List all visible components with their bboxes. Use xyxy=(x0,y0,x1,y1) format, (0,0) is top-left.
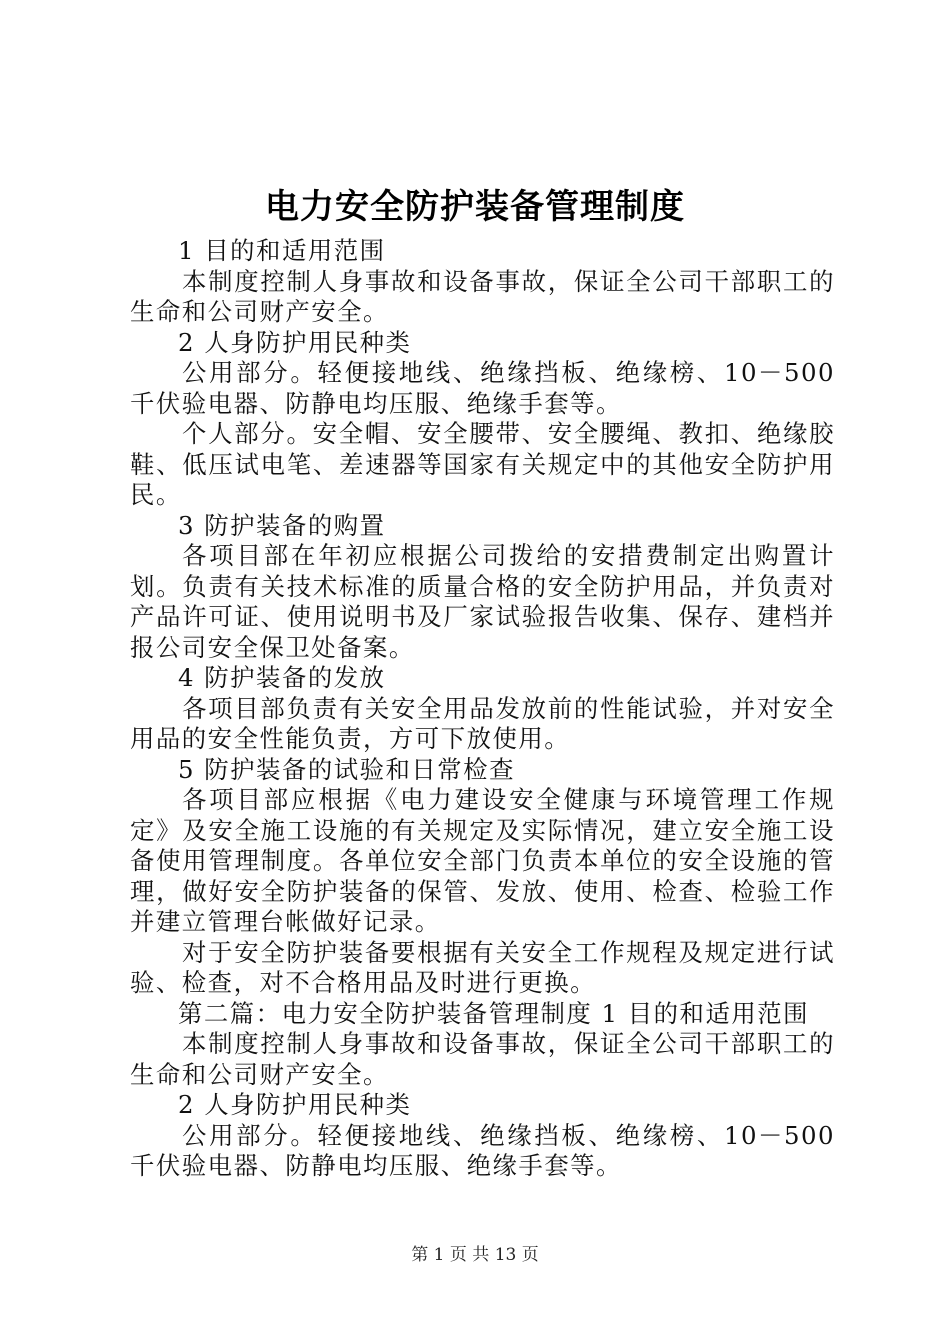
section-heading: 2 人身防护用民种类 xyxy=(178,1090,412,1119)
body-paragraph: 对于安全防护装备要根据有关安全工作规程及规定进行试验、检查，对不合格用品及时进行更换。 xyxy=(130,937,835,997)
body-paragraph: 本制度控制人身事故和设备事故，保证全公司干部职工的生命和公司财产安全。 xyxy=(130,266,835,326)
body-paragraph: 各项目部在年初应根据公司拨给的安措费制定出购置计划。负责有关技术标准的质量合格的安全防护用品，并负责对产品许可证、使用说明书及厂家试验报告收集、保存、建档并报公司安全保卫处备案。 xyxy=(130,541,835,662)
section-heading: 5 防护装备的试验和日常检查 xyxy=(178,754,515,784)
section-heading: 3 防护装备的购置 xyxy=(178,510,386,540)
section-heading: 第二篇：电力安全防护装备管理制度 1 目的和适用范围 xyxy=(178,998,810,1028)
page-footer: 第 1 页 共 13 页 xyxy=(411,1245,539,1265)
document-title: 电力安全防护装备管理制度 xyxy=(265,187,685,227)
document-body xyxy=(130,236,835,1182)
body-paragraph: 各项目部应根据《电力建设安全健康与环境管理工作规定》及安全施工设施的有关规定及实际情况，建立安全施工设备使用管理制度。各单位安全部门负责本单位的安全设施的管理，做好安全防护装备的保管、发放、使用、检查、检验工作并建立管理台帐做好记录。 xyxy=(130,785,835,936)
body-paragraph: 公用部分。轻便接地线、绝缘挡板、绝缘榜、10－500 千伏验电器、防静电均压服、绝缘手套等。 xyxy=(130,358,835,418)
section-heading: 1 目的和适用范围 xyxy=(178,236,386,265)
body-paragraph: 各项目部负责有关安全用品发放前的性能试验，并对安全用品的安全性能负责，方可下放使用。 xyxy=(130,693,835,753)
body-paragraph: 本制度控制人身事故和设备事故，保证全公司干部职工的生命和公司财产安全。 xyxy=(130,1029,835,1089)
body-paragraph: 个人部分。安全帽、安全腰带、安全腰绳、教扣、绝缘胶鞋、低压试电笔、差速器等国家有关规定中的其他安全防护用民。 xyxy=(130,419,835,509)
body-paragraph: 公用部分。轻便接地线、绝缘挡板、绝缘榜、10－500 千伏验电器、防静电均压服、绝缘手套等。 xyxy=(130,1120,835,1180)
section-heading: 2 人身防护用民种类 xyxy=(178,327,412,357)
section-heading: 4 防护装备的发放 xyxy=(178,663,386,692)
